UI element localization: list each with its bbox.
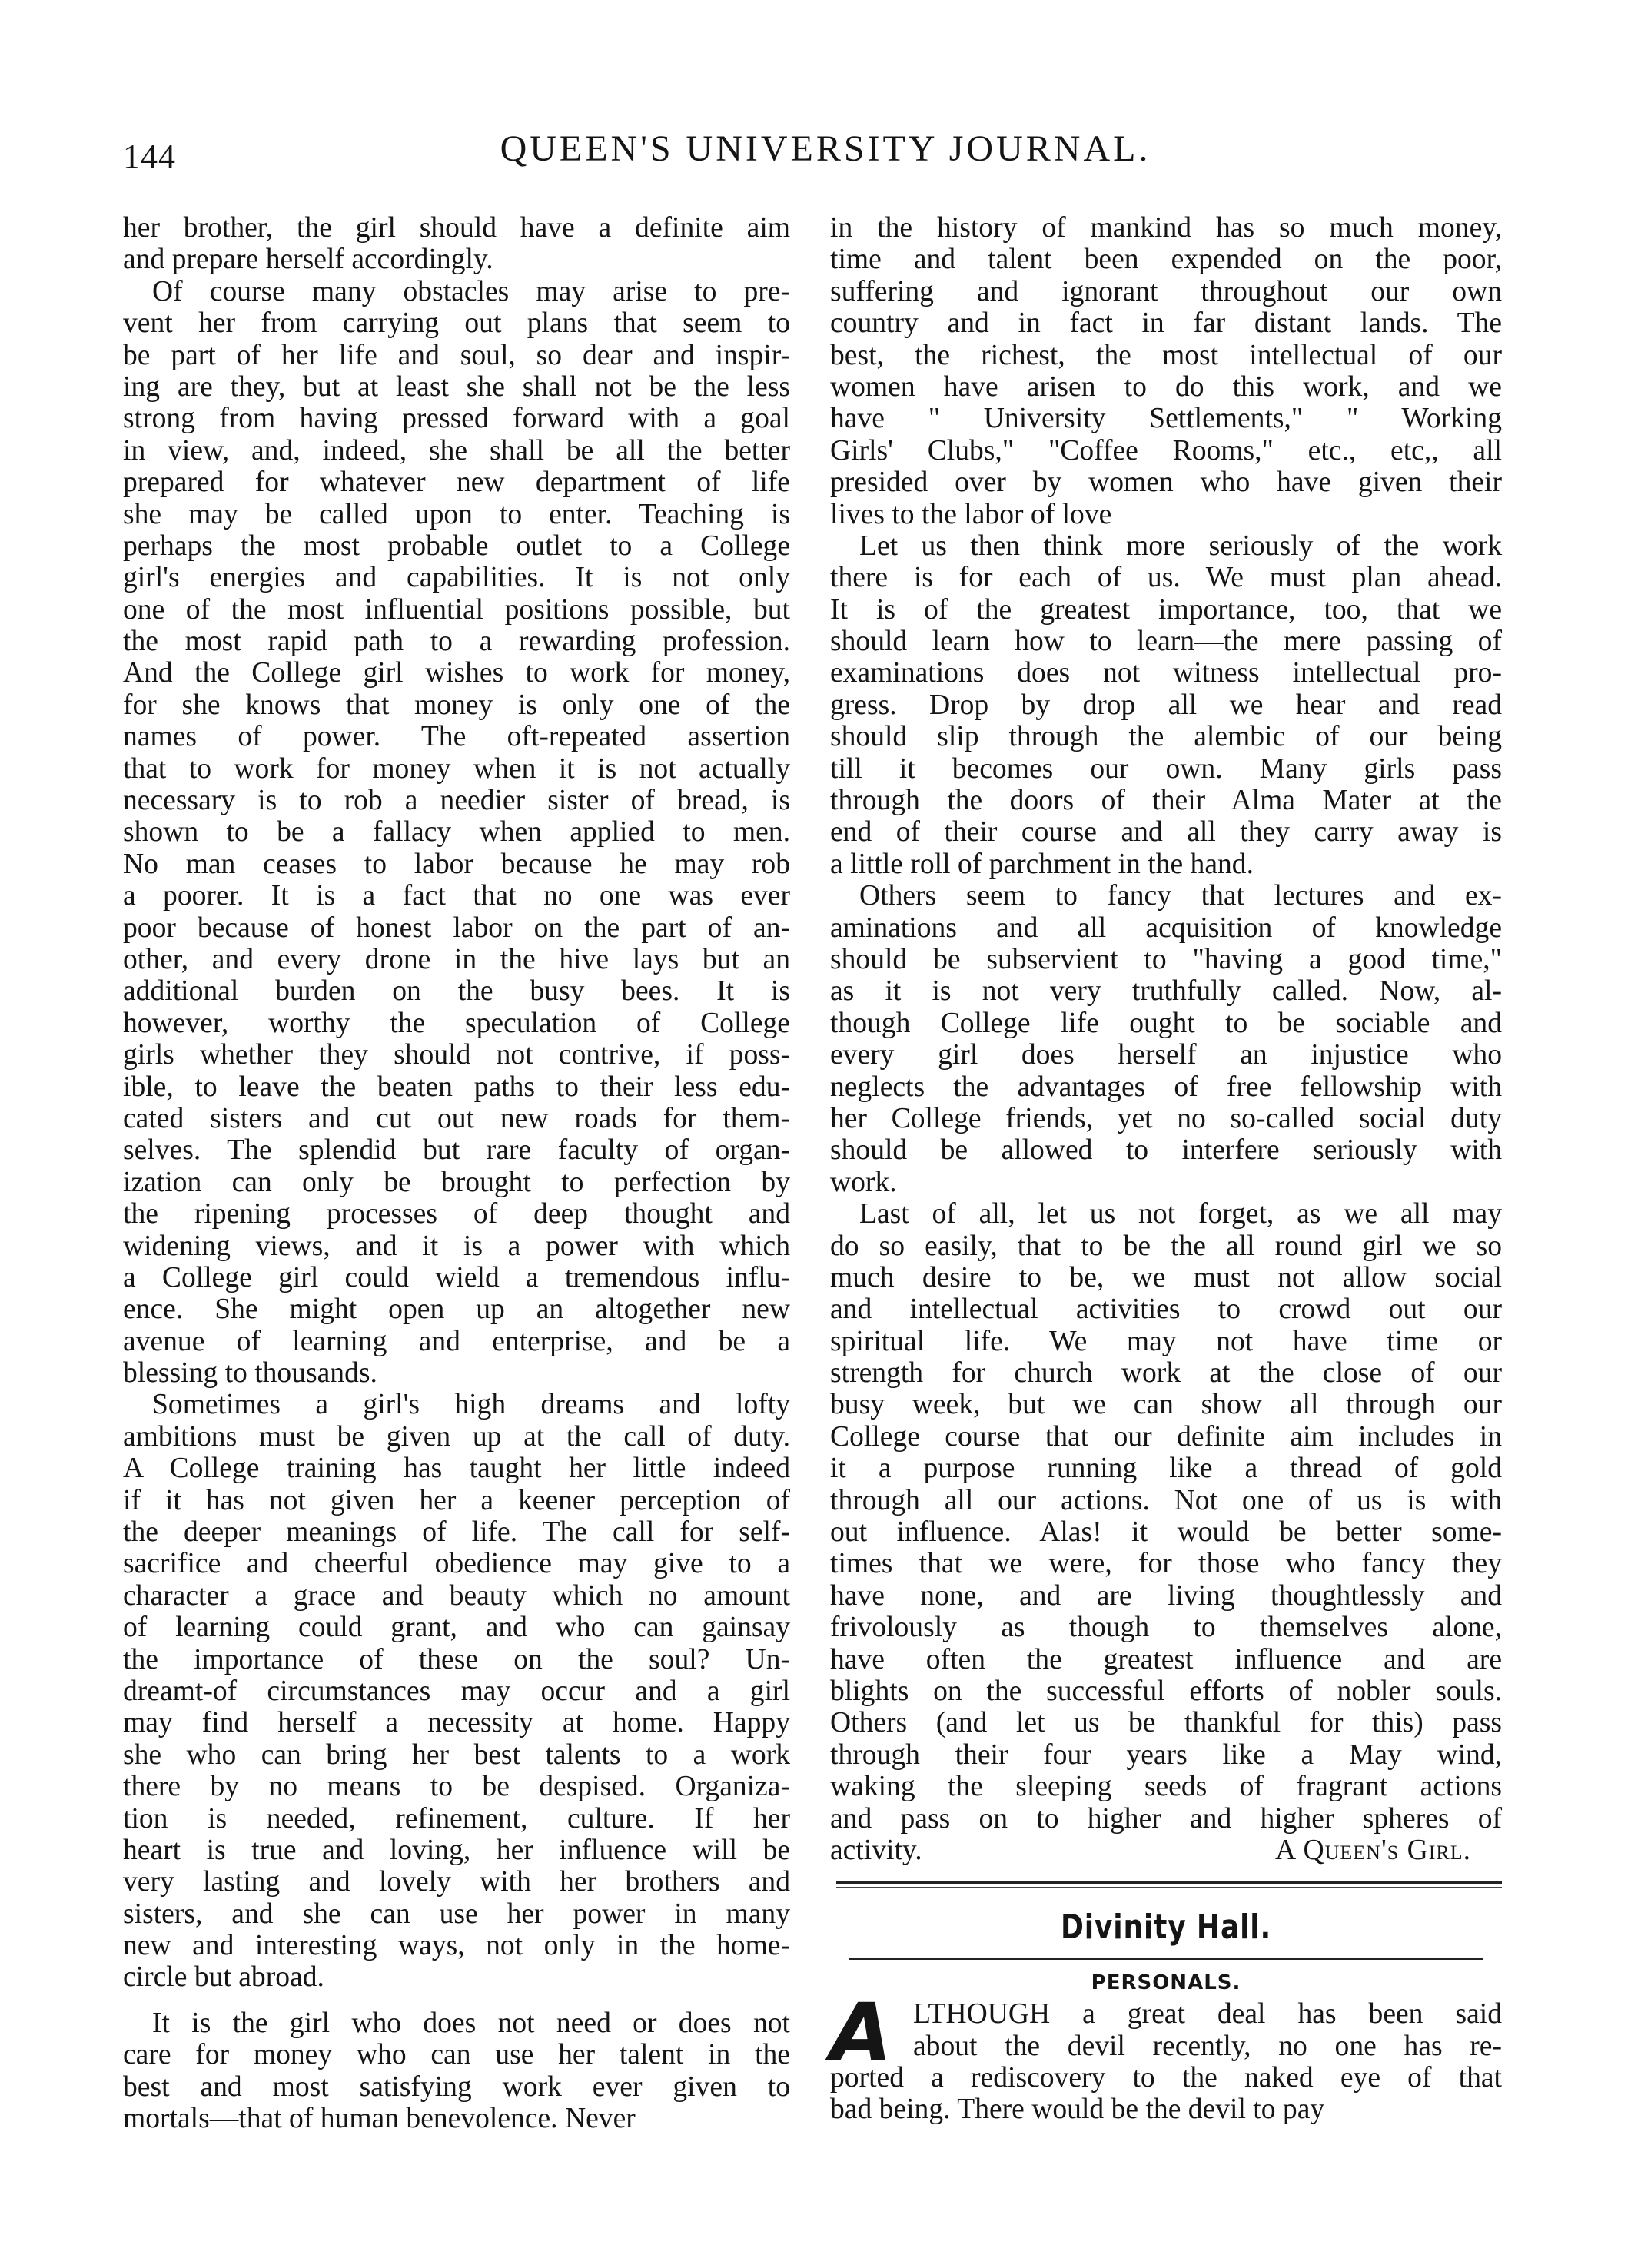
text-line: the ripening processes of deep thought and [123,1198,790,1230]
text-line: spiritual life. We may not have time or [830,1325,1502,1357]
text-line: College course that our definite aim includes in [830,1420,1502,1453]
text-line: every girl does herself an injustice who [830,1039,1502,1071]
text-line: Others (and let us be thankful for this) pass [830,1707,1502,1739]
text-line: out influence. Alas! it would be better some- [830,1516,1502,1549]
text-line: it a purpose running like a thread of gold [830,1453,1502,1485]
text-line: should slip through the alembic of our being [830,721,1502,753]
text-line: neglects the advantages of free fellowship with [830,1071,1502,1103]
text-line: for she knows that money is only one of the [123,689,790,721]
text-line: in view, and, indeed, she shall be all the better [123,434,790,467]
text-line: presided over by women who have given their [830,467,1502,499]
text-line: circle but abroad. [123,1961,324,1994]
text-line: ported a rediscovery to the naked eye of that [830,2062,1502,2094]
text-line: LTHOUGH a great deal has been said [913,1998,1502,2031]
text-line: A College training has taught her little indeed [123,1453,790,1485]
text-line: through the doors of their Alma Mater at the [830,785,1502,817]
text-line: suffering and ignorant throughout our own [830,275,1502,307]
text-line: character a grace and beauty which no amount [123,1579,790,1612]
text-line: avenue of learning and enterprise, and be a [123,1325,790,1357]
text-line: dreamt-of circumstances may occur and a girl [123,1675,790,1707]
text-line: do so easily, that to be the all round girl we so [830,1230,1502,1262]
personals-paragraph [830,1986,1502,2126]
text-line: country and in fact in far distant lands. The [830,307,1502,340]
text-line: ambitions must be given up at the call of duty. [123,1420,790,1453]
text-line: shown to be a fallacy when applied to men. [123,816,790,848]
text-line: Girls' Clubs," "Coffee Rooms," etc., etc,, all [830,434,1502,467]
running-head: QUEEN'S UNIVERSITY JOURNAL. [500,128,1151,169]
text-line: tion is needed, refinement, culture. If her [123,1802,790,1835]
text-line: poor because of honest labor on the part of an- [123,912,790,944]
text-line: sacrifice and cheerful obedience may give to a [123,1548,790,1580]
text-line: through their four years like a May wind, [830,1738,1502,1771]
text-line: and prepare herself accordingly. [123,244,493,276]
section-title: Divinity Hall. [1060,1908,1272,1948]
text-line: much desire to be, we must not allow social [830,1261,1502,1293]
text-line: waking the sleeping seeds of fragrant actions [830,1771,1502,1803]
text-line: Sometimes a girl's high dreams and lofty [152,1389,790,1421]
text-line: And the College girl wishes to work for money, [123,657,790,689]
text-line: care for money who can use her talent in the [123,2039,790,2071]
text-line: should be subservient to "having a good time," [830,943,1502,975]
subheading: PERSONALS. [1091,1971,1241,1995]
drop-cap: A [830,1986,892,2080]
text-line: girl's energies and capabilities. It is not only [123,562,790,594]
text-line: through all our actions. Not one of us is with [830,1484,1502,1516]
title-rule [849,1958,1483,1960]
text-line: girls whether they should not contrive, if poss- [123,1039,790,1071]
text-line: work. [830,1166,897,1198]
text-line: and intellectual activities to crowd out our [830,1293,1502,1326]
signature: A Queen's Girl. [1275,1834,1471,1866]
text-line: should learn how to learn—the mere passing of [830,626,1502,658]
text-line: there by no means to be despised. Organiza- [123,1771,790,1803]
text-line: Of course many obstacles may arise to pre- [152,275,790,307]
text-line: her brother, the girl should have a definite aim [123,212,790,244]
text-line: widening views, and it is a power with which [123,1230,790,1262]
text-line: Last of all, let us not forget, as we all may [859,1198,1502,1230]
text-line: very lasting and lovely with her brothers and [123,1866,790,1898]
text-line: time and talent been expended on the poor, [830,244,1502,276]
text-line: may find herself a necessity at home. Happy [123,1707,790,1739]
article-signoff [830,1835,1502,1866]
text-line: as it is not very truthfully called. Now, al- [830,975,1502,1008]
text-line: till it becomes our own. Many girls pass [830,752,1502,785]
text-line: have " University Settlements," " Working [830,403,1502,435]
section-divider [836,1881,1502,1888]
text-line: best, the richest, the most intellectual of our [830,339,1502,371]
right-column [830,212,1502,2126]
text-line: should be allowed to interfere seriously with [830,1134,1502,1167]
text-line: ible, to leave the beaten paths to their less edu- [123,1071,790,1103]
text-line: selves. The splendid but rare faculty of organ- [123,1134,790,1167]
text-line: there is for each of us. We must plan ahead. [830,562,1502,594]
text-line: busy week, but we can show all through our [830,1389,1502,1421]
text-line: necessary is to rob a needier sister of bread, is [123,785,790,817]
text-line: examinations does not witness intellectual pro- [830,657,1502,689]
text-line: a poorer. It is a fact that no one was ever [123,880,790,912]
text-line: have often the greatest influence and are [830,1643,1502,1675]
text-line: ence. She might open up an altogether new [123,1293,790,1326]
text-line: of learning could grant, and who can gainsay [123,1612,790,1644]
text-line: mortals—that of human benevolence. Never [123,2103,636,2135]
text-line: her College friends, yet no so-called social duty [830,1102,1502,1134]
text-line: other, and every drone in the hive lays but an [123,943,790,975]
text-line: the deeper meanings of life. The call for self- [123,1516,790,1549]
text-line: though College life ought to be sociable and [830,1007,1502,1039]
left-column [123,212,790,2134]
text-line: if it has not given her a keener perception of [123,1484,790,1516]
text-line: best and most satisfying work ever given to [123,2070,790,2103]
text-line: cated sisters and cut out new roads for them- [123,1102,790,1134]
text-line: No man ceases to labor because he may rob [123,848,790,880]
text-line: Others seem to fancy that lectures and ex- [859,880,1502,912]
text-line: blessing to thousands. [123,1357,377,1390]
text-line: frivolously as though to themselves alone, [830,1612,1502,1644]
text-line: have none, and are living thoughtlessly and [830,1579,1502,1612]
signoff-text: activity. [830,1834,922,1866]
text-line: end of their course and all they carry away is [830,816,1502,848]
text-line: vent her from carrying out plans that seem to [123,307,790,340]
text-line: bad being. There would be the devil to pay [830,2094,1325,2126]
text-line: lives to the labor of love [830,498,1112,530]
text-line: Let us then think more seriously of the work [859,530,1502,562]
text-line: aminations and all acquisition of knowledge [830,912,1502,944]
text-line: It is of the greatest importance, too, that we [830,593,1502,626]
text-line: women have arisen to do this work, and we [830,370,1502,403]
text-line: about the devil recently, no one has re- [913,2030,1502,2062]
text-line: however, worthy the speculation of College [123,1007,790,1039]
right-column-text [830,212,1502,1835]
text-line: one of the most influential positions possible, but [123,593,790,626]
text-line: that to work for money when it is not actually [123,752,790,785]
personals-text [830,1986,1502,2126]
text-line: blights on the successful efforts of nobler souls. [830,1675,1502,1707]
text-line: times that we were, for those who fancy they [830,1548,1502,1580]
text-line: prepared for whatever new department of life [123,467,790,499]
text-line: be part of her life and soul, so dear and inspir- [123,339,790,371]
text-line: perhaps the most probable outlet to a College [123,530,790,562]
text-line: a little roll of parchment in the hand. [830,848,1254,880]
text-line: new and interesting ways, not only in the home- [123,1930,790,1962]
text-line: she may be called upon to enter. Teaching is [123,498,790,530]
text-line: a College girl could wield a tremendous influ- [123,1261,790,1293]
text-line: gress. Drop by drop all we hear and read [830,689,1502,721]
paragraph-gap [123,1994,790,2007]
text-line: in the history of mankind has so much money, [830,212,1502,244]
text-line: heart is true and loving, her influence will be [123,1834,790,1866]
text-line: sisters, and she can use her power in many [123,1898,790,1930]
text-line: names of power. The oft-repeated assertion [123,721,790,753]
text-line: and pass on to higher and higher spheres of [830,1802,1502,1835]
text-line: ing are they, but at least she shall not be the less [123,370,790,403]
page-number: 144 [123,138,176,175]
text-line: strong from having pressed forward with a goal [123,403,790,435]
text-line: strength for church work at the close of our [830,1357,1502,1390]
text-line: ization can only be brought to perfection by [123,1166,790,1198]
text-line: the most rapid path to a rewarding profession. [123,626,790,658]
text-line: she who can bring her best talents to a work [123,1738,790,1771]
text-line: It is the girl who does not need or does not [152,2007,790,2039]
text-line: the importance of these on the soul? Un- [123,1643,790,1675]
text-line: additional burden on the busy bees. It is [123,975,790,1008]
